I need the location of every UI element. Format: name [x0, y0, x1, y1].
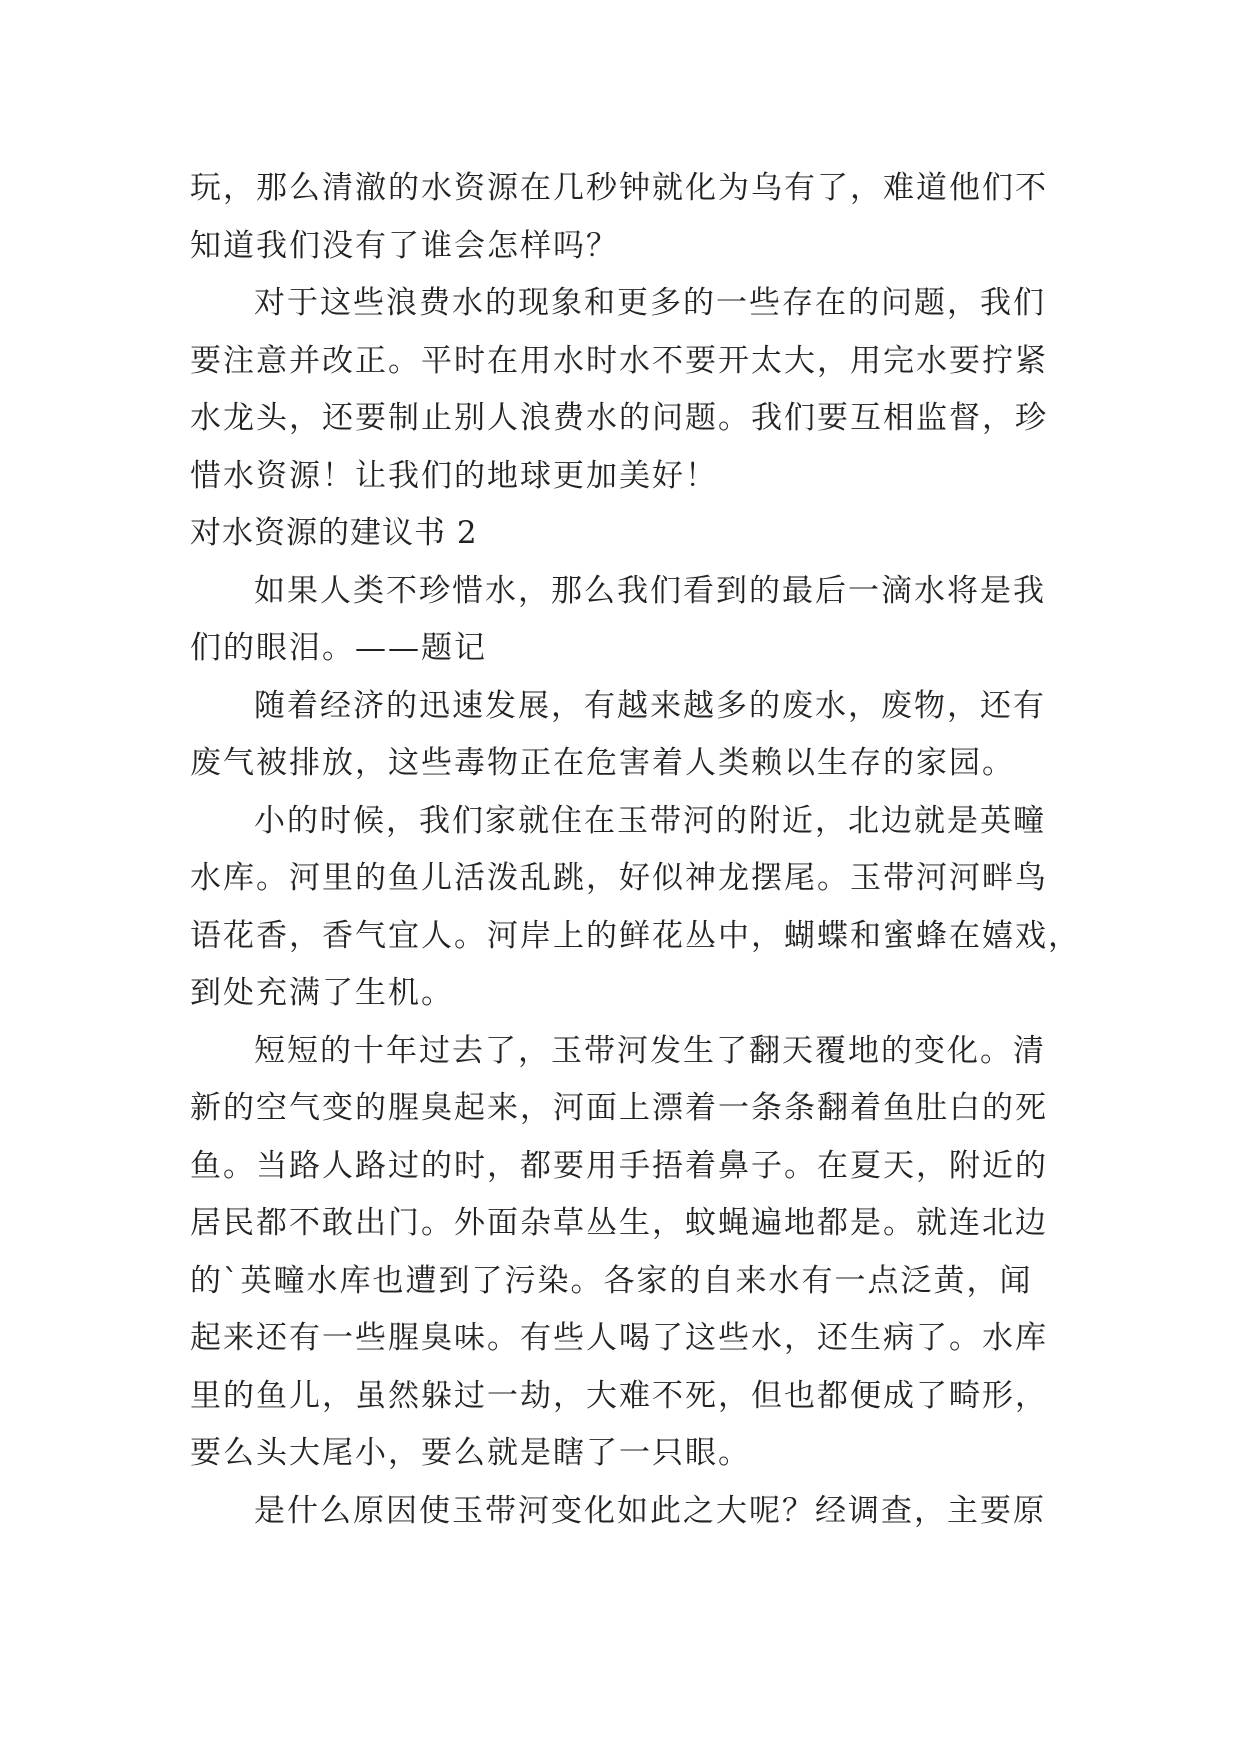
text-line: 如果人类不珍惜水，那么我们看到的最后一滴水将是我 [254, 572, 1046, 609]
text-line: 们的眼泪。——题记 [190, 630, 487, 666]
text-line: 玩，那么清澈的水资源在几秒钟就化为乌有了，难道他们不 [190, 170, 1048, 206]
text-line: 随着经济的迅速发展，有越来越多的废水，废物，还有 [254, 687, 1046, 724]
text-line: 惜水资源！让我们的地球更加美好！ [190, 457, 718, 494]
text-line: 要注意并改正。平时在用水时水不要开太大，用完水要拧紧 [190, 342, 1048, 379]
text-line: 水龙头，还要制止别人浪费水的问题。我们要互相监督，珍 [190, 400, 1048, 436]
text-line: 鱼。当路人路过的时，都要用手捂着鼻子。在夏天，附近的 [190, 1147, 1048, 1184]
text-line: 废气被排放，这些毒物正在危害着人类赖以生存的家园。 [190, 745, 1015, 781]
text-line: 小的时候，我们家就住在玉带河的附近，北边就是英疃 [254, 802, 1046, 839]
section-heading: 对水资源的建议书 2 [190, 515, 478, 551]
text-line: 起来还有一些腥臭味。有些人喝了这些水，还生病了。水库 [190, 1320, 1048, 1356]
text-line: 居民都不敢出门。外面杂草丛生，蚊蝇遍地都是。就连北边 [190, 1205, 1048, 1241]
text-line: 里的鱼儿，虽然躲过一劫，大难不死，但也都便成了畸形， [190, 1377, 1048, 1414]
text-line: 的`英疃水库也遭到了污染。各家的自来水有一点泛黄，闻 [190, 1262, 1033, 1299]
text-line: 语花香，香气宜人。河岸上的鲜花丛中，蝴蝶和蜜蜂在嬉戏， [190, 917, 1081, 954]
text-line: 要么头大尾小，要么就是瞎了一只眼。 [190, 1435, 751, 1471]
text-line: 对于这些浪费水的现象和更多的一些存在的问题，我们 [254, 285, 1046, 321]
text-line: 到处充满了生机。 [190, 975, 454, 1011]
text-line: 是什么原因使玉带河变化如此之大呢？经调查，主要原 [254, 1492, 1046, 1529]
text-line: 短短的十年过去了，玉带河发生了翻天覆地的变化。清 [254, 1032, 1046, 1069]
text-line: 知道我们没有了谁会怎样吗？ [190, 227, 619, 264]
text-line: 水库。河里的鱼儿活泼乱跳，好似神龙摆尾。玉带河河畔鸟 [190, 860, 1048, 896]
document-body [190, 160, 1081, 1540]
text-line: 新的空气变的腥臭起来，河面上漂着一条条翻着鱼肚白的死 [190, 1090, 1048, 1126]
